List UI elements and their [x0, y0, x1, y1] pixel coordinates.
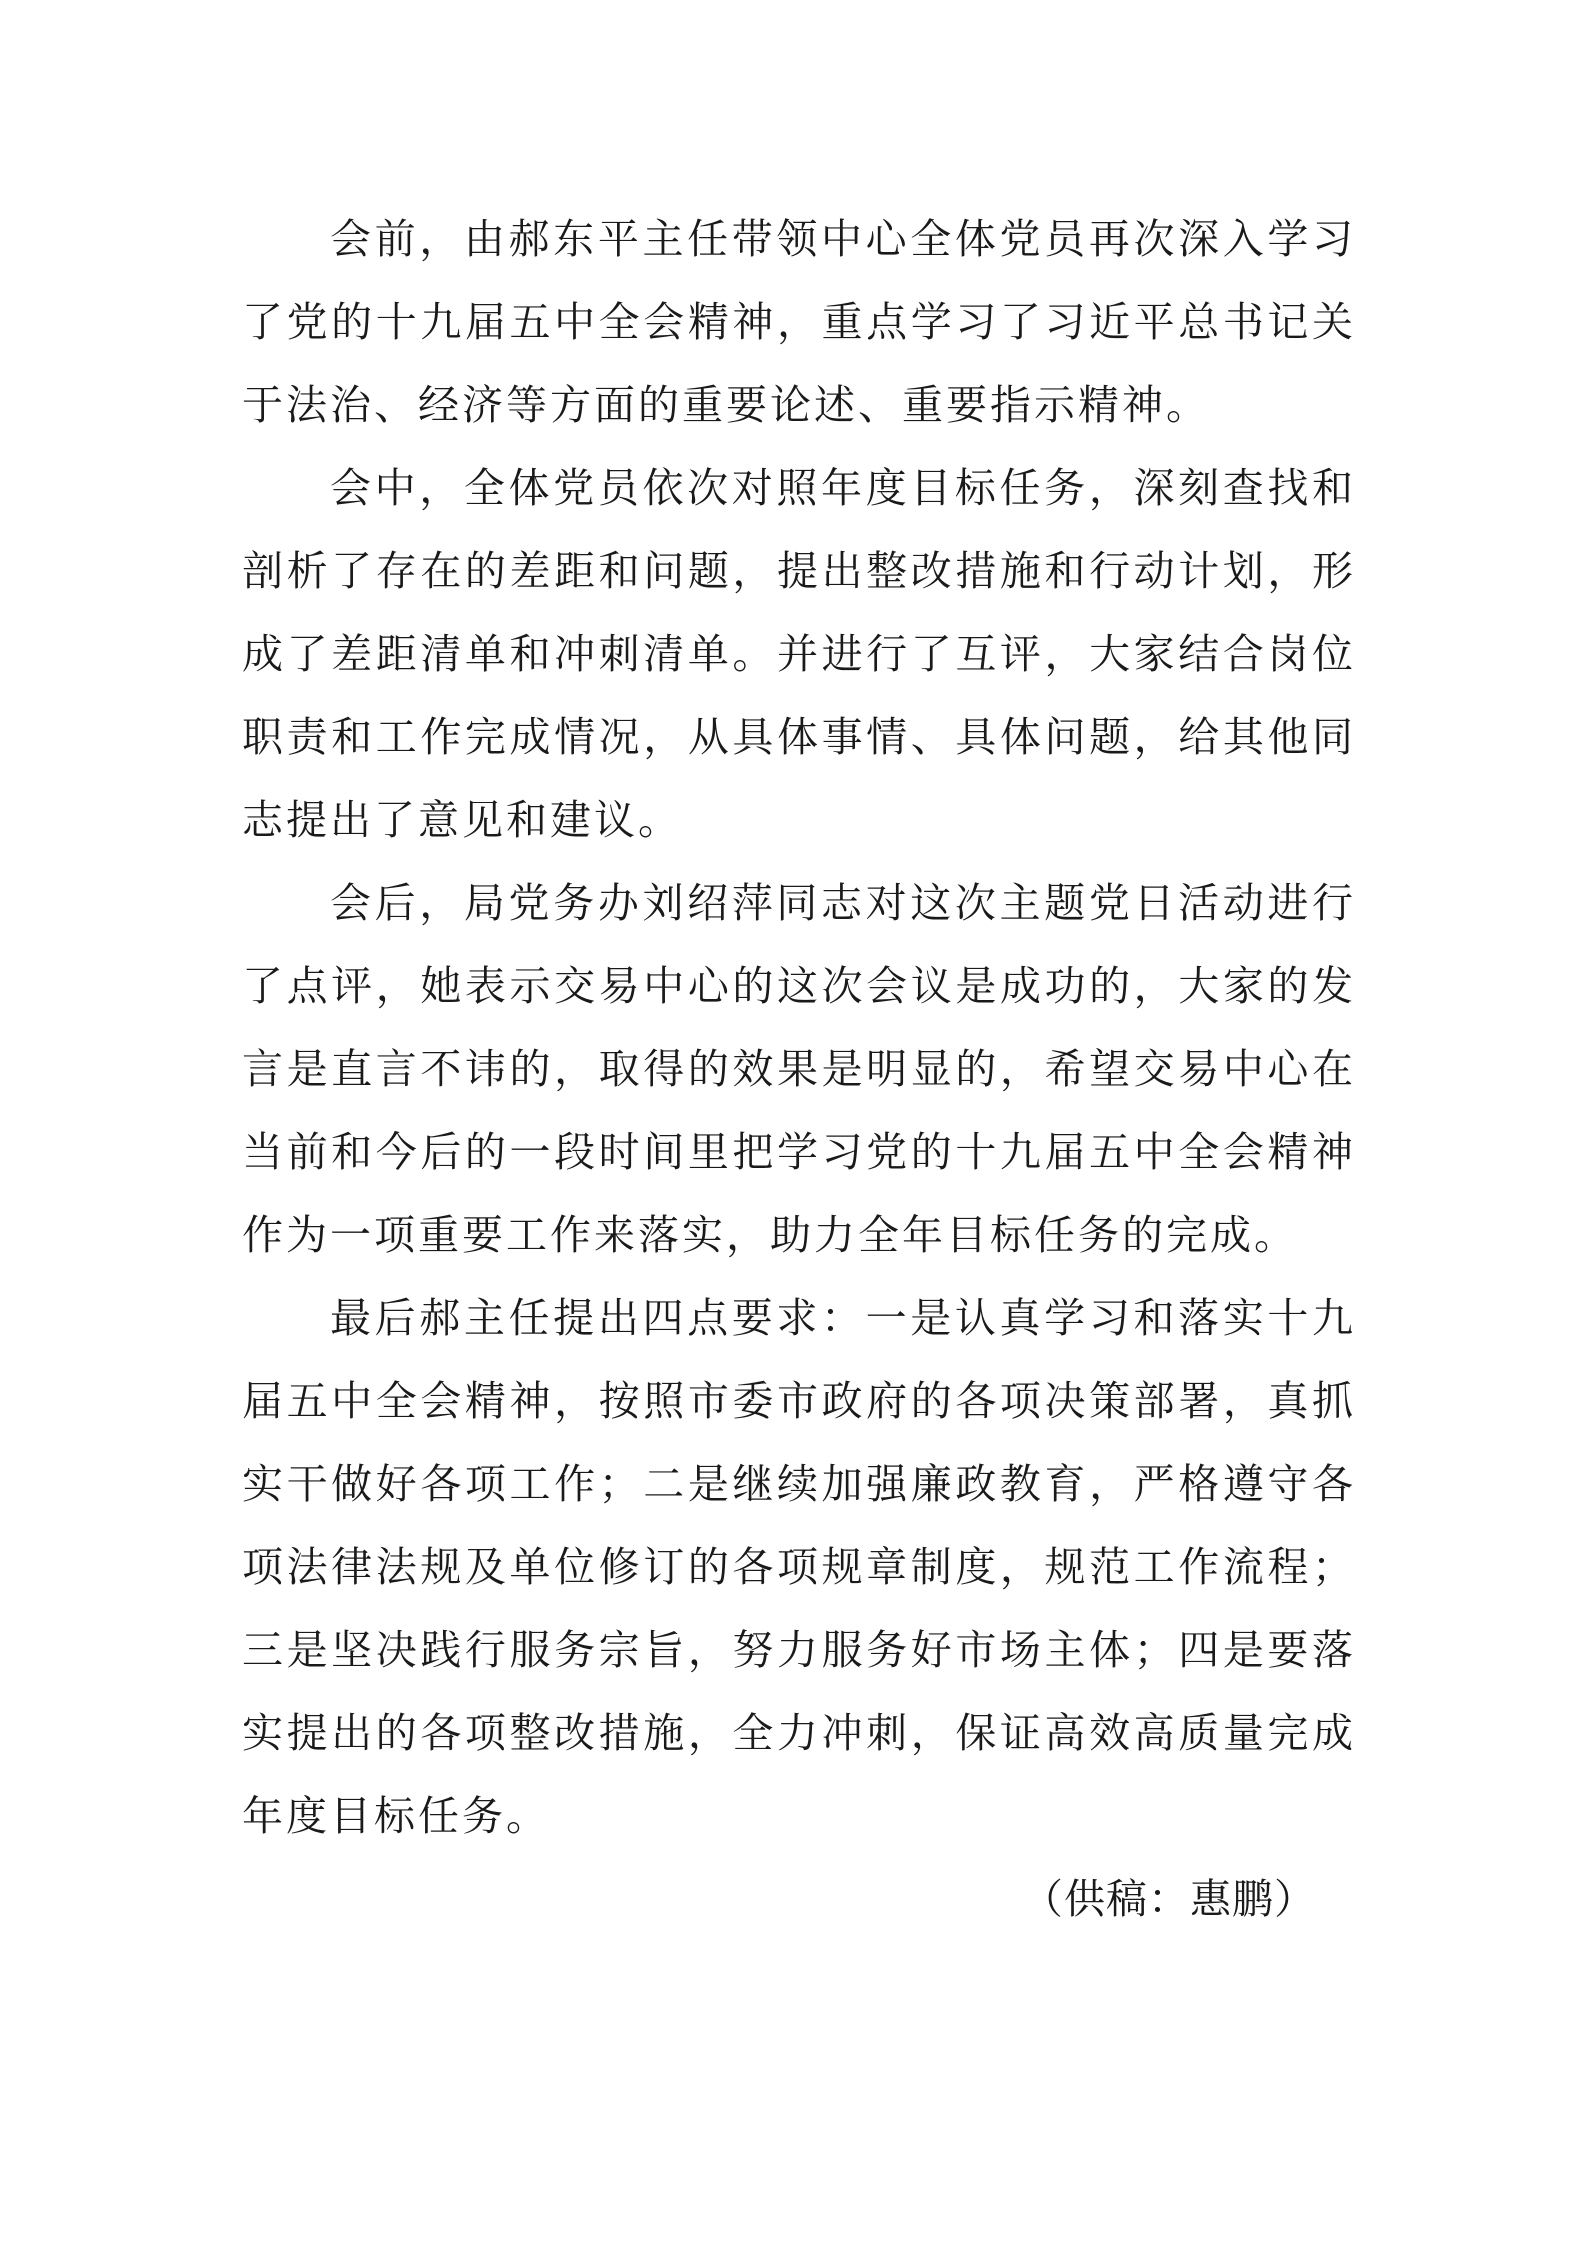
document-body: [242, 198, 1356, 1941]
paragraph-after-meeting: 会后，局党务办刘绍萍同志对这次主题党日活动进行了点评，她表示交易中心的这次会议是成功的，大家的发言是直言不讳的，取得的效果是明显的，希望交易中心在当前和今后的一段时间里把学习党的十九届五中全会精神作为一项重要工作来落实，助力全年目标任务的完成。: [242, 879, 1356, 1259]
paragraph-before-meeting: 会前，由郝东平主任带领中心全体党员再次深入学习了党的十九届五中全会精神，重点学习了习近平总书记关于法治、经济等方面的重要论述、重要指示精神。: [242, 215, 1356, 429]
paragraph-during-meeting: 会中，全体党员依次对照年度目标任务，深刻查找和剖析了存在的差距和问题，提出整改措施和行动计划，形成了差距清单和冲刺清单。并进行了互评，大家结合岗位职责和工作完成情况，从具体事情、具体问题，给其他同志提出了意见和建议。: [242, 464, 1356, 844]
author-credit: （供稿：惠鹏）: [1022, 1875, 1316, 1923]
paragraph-requirements: 最后郝主任提出四点要求：一是认真学习和落实十九届五中全会精神，按照市委市政府的各项决策部署，真抓实干做好各项工作；二是继续加强廉政教育，严格遵守各项法律法规及单位修订的各项规章制度，规范工作流程；三是坚决践行服务宗旨，努力服务好市场主体；四是要落实提出的各项整改措施，全力冲刺，保证高效高质量完成年度目标任务。: [242, 1294, 1356, 1840]
